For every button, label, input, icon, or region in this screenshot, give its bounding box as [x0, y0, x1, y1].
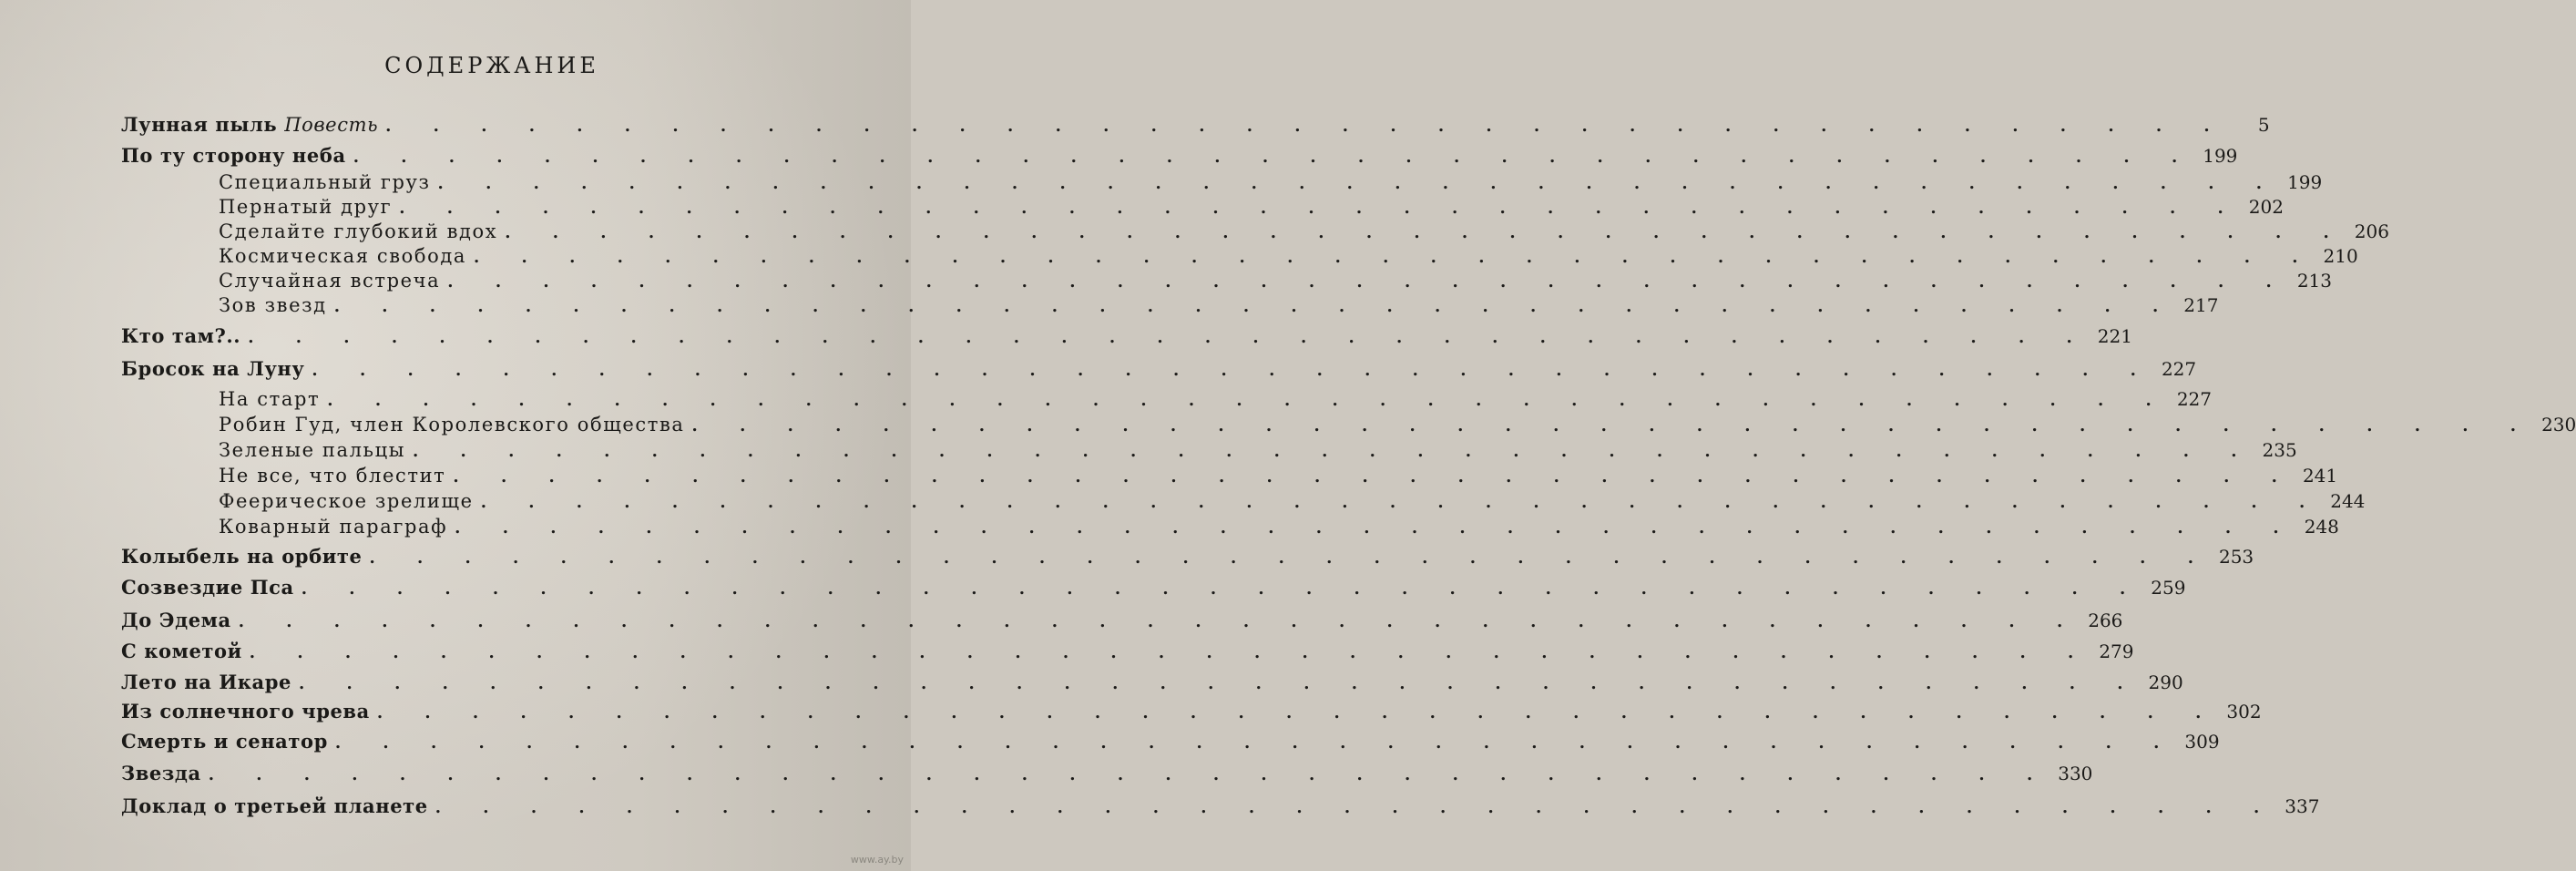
toc-page-number: 241: [2302, 465, 2338, 487]
leader-dots: . . . . . . . . . . . . . . . . . . . . . . . . . . . . . . . . . . . . . . .: [353, 148, 2196, 167]
toc-entry-title: По ту сторону неба: [121, 144, 346, 167]
toc-page-number: 217: [2183, 294, 2219, 316]
leader-dots: . . . . . . . . . . . . . . . . . . . . . . . . . . . . . . . . . . . . . . .: [312, 361, 2154, 380]
leader-dots: . . . . . . . . . . . . . . . . . . . . . . . . . . . . . . . . . . . . . . .: [301, 579, 2144, 599]
leader-dots: . . . . . . . . . . . . . . . . . . . . . . . . . . . . . . . . . . . . . . .: [327, 391, 2170, 410]
toc-entry-title: Космическая свобода: [219, 245, 466, 267]
toc-subentry: [219, 490, 2366, 512]
toc-entry-title: Зеленые пальцы: [219, 439, 406, 461]
toc-subentry: [219, 414, 2576, 436]
leader-dots: . . . . . . . . . . . . . . . . . . . . . . . . . . . . . . . . . . . . . . .: [369, 548, 2212, 568]
toc-subentry: [219, 388, 2212, 410]
toc-entry-title: Феерическое зрелище: [219, 490, 474, 512]
leader-dots: . . . . . . . . . . . . . . . . . . . . . . . . . . . . . . . . . . . . . . .: [447, 272, 2290, 292]
toc-page-number: 253: [2218, 546, 2254, 568]
toc-page-number: 244: [2330, 490, 2366, 512]
leader-dots: . . . . . . . . . . . . . . . . . . . . . . . . . . . . . . . . . . . . . . .: [249, 643, 2092, 662]
leader-dots: . . . . . . . . . . . . . . . . . . . . . . . . . . . . . . . . . . . . . . .: [434, 798, 2278, 817]
toc-page-number: 210: [2323, 245, 2358, 267]
toc-subentry: [219, 171, 2323, 193]
toc-entry: [121, 144, 2238, 167]
toc-subentry: [219, 220, 2389, 242]
leader-dots: . . . . . . . . . . . . . . . . . . . . . . . . . . . . . . . . . . . . . . .: [437, 174, 2281, 193]
toc-page-number: 202: [2248, 196, 2284, 218]
toc-entry: [121, 671, 2183, 693]
toc-page-number: 227: [2161, 358, 2197, 380]
leader-dots: . . . . . . . . . . . . . . . . . . . . . . . . . . . . . . . . . . . . . . .: [453, 467, 2295, 487]
leader-dots: . . . . . . . . . . . . . . . . . . . . . . . . . . . . . . . . . . . . . . .: [385, 117, 2228, 136]
leader-dots: . . . . . . . . . . . . . . . . . . . . . . . . . . . . . . . . . . . . . . .: [334, 733, 2178, 753]
toc-subentry: [219, 245, 2358, 267]
toc-page-number: 199: [2287, 171, 2323, 193]
toc-subentry: [219, 439, 2297, 461]
toc-page-number: 290: [2148, 671, 2183, 693]
toc-entry-title: На старт: [219, 388, 321, 410]
toc-entry-title: Лунная пыль Повесть: [121, 113, 379, 136]
toc-entry: [121, 609, 2123, 631]
toc-entry: [121, 576, 2186, 599]
toc-entry-title: Специальный груз: [219, 171, 431, 193]
toc-entry-title: Из солнечного чрева: [121, 700, 370, 722]
toc-entry-title: Звезда: [121, 762, 201, 784]
toc-entry-title: Не все, что блестит: [219, 465, 446, 487]
toc-entry-title: Случайная встреча: [219, 270, 441, 292]
toc-entry-title: Коварный параграф: [219, 516, 448, 538]
leader-dots: . . . . . . . . . . . . . . . . . . . . . . . . . . . . . . . . . . . . . . .: [299, 674, 2142, 693]
toc-entry: [121, 730, 2220, 753]
leader-dots: . . . . . . . . . . . . . . . . . . . . . . . . . . . . . . . . . . . . . . .: [238, 612, 2081, 631]
leader-dots: . . . . . . . . . . . . . . . . . . . . . . . . . . . . . . . . . . . . . . .: [376, 703, 2220, 722]
toc-entry: [121, 762, 2093, 784]
toc-subentry: [219, 294, 2219, 316]
toc-entry: [121, 324, 2132, 347]
leader-dots: . . . . . . . . . . . . . . . . . . . . . . . . . . . . . . . . . . . . . . .: [455, 518, 2297, 538]
toc-entry: [121, 545, 2254, 568]
toc-entry-title: Кто там?..: [121, 324, 241, 347]
toc-page-number: 337: [2285, 795, 2320, 817]
toc-page-number: 199: [2203, 145, 2238, 167]
toc-entry: [121, 640, 2134, 662]
toc-entry: [121, 700, 2262, 722]
leader-dots: . . . . . . . . . . . . . . . . . . . . . . . . . . . . . . . . . . . . . . .: [691, 416, 2535, 436]
leader-dots: . . . . . . . . . . . . . . . . . . . . . . . . . . . . . . . . . . . . . . .: [333, 297, 2177, 316]
toc-entry-title: Лето на Икаре: [121, 671, 292, 693]
toc-subentry: [219, 270, 2332, 292]
toc-page-number: 230: [2541, 414, 2576, 436]
toc-page-number: 5: [2257, 114, 2270, 136]
toc-page-number: 279: [2099, 640, 2134, 662]
toc-entry-title: Доклад о третьей планете: [121, 794, 428, 817]
page-title: СОДЕРЖАНИЕ: [384, 53, 599, 78]
toc-page-number: 248: [2304, 516, 2339, 538]
leader-dots: . . . . . . . . . . . . . . . . . . . . . . . . . . . . . . . . . . . . . . .: [505, 223, 2347, 242]
toc-entry-title: Пернатый друг: [219, 196, 393, 218]
toc-entry-title: С кометой: [121, 640, 242, 662]
toc-entry-title: Сделайте глубокий вдох: [219, 220, 498, 242]
toc-page-number: 309: [2184, 731, 2220, 753]
toc-page-number: 302: [2226, 701, 2262, 722]
toc-page-number: 266: [2088, 610, 2123, 631]
toc-page-number: 206: [2354, 220, 2389, 242]
toc-page-number: 221: [2097, 325, 2132, 347]
toc-entry-title: Смерть и сенатор: [121, 730, 328, 753]
leader-dots: . . . . . . . . . . . . . . . . . . . . . . . . . . . . . . . . . . . . . . .: [413, 442, 2255, 461]
toc-entry: [121, 357, 2197, 380]
toc-entry-title: Бросок на Луну: [121, 357, 305, 380]
toc-subentry: [219, 465, 2338, 487]
toc-subentry: [219, 196, 2284, 218]
toc-page-number: 330: [2058, 763, 2093, 784]
toc-entry: [121, 794, 2320, 817]
toc-entry: [121, 113, 2270, 136]
toc-entry-title: Зов звезд: [219, 294, 327, 316]
toc-entry-title: До Эдема: [121, 609, 231, 631]
toc-entry-genre: Повесть: [284, 114, 379, 136]
toc-page-number: 213: [2296, 270, 2332, 292]
leader-dots: . . . . . . . . . . . . . . . . . . . . . . . . . . . . . . . . . . . . . . .: [480, 493, 2324, 512]
leader-dots: . . . . . . . . . . . . . . . . . . . . . . . . . . . . . . . . . . . . . . .: [248, 328, 2090, 347]
toc-page-number: 227: [2176, 388, 2212, 410]
toc-entry-title: Робин Гуд, член Королевского общества: [219, 414, 685, 436]
toc-entry-title: Колыбель на орбите: [121, 545, 363, 568]
toc-page-number: 259: [2151, 577, 2186, 599]
leader-dots: . . . . . . . . . . . . . . . . . . . . . . . . . . . . . . . . . . . . . . .: [474, 248, 2316, 267]
toc-page-number: 235: [2262, 439, 2297, 461]
site-watermark: www.ay.by: [850, 854, 904, 866]
leader-dots: . . . . . . . . . . . . . . . . . . . . . . . . . . . . . . . . . . . . . . .: [399, 199, 2242, 218]
toc-entry-title: Созвездие Пса: [121, 576, 294, 599]
leader-dots: . . . . . . . . . . . . . . . . . . . . . . . . . . . . . . . . . . . . . . .: [208, 765, 2051, 784]
toc-subentry: [219, 516, 2339, 538]
